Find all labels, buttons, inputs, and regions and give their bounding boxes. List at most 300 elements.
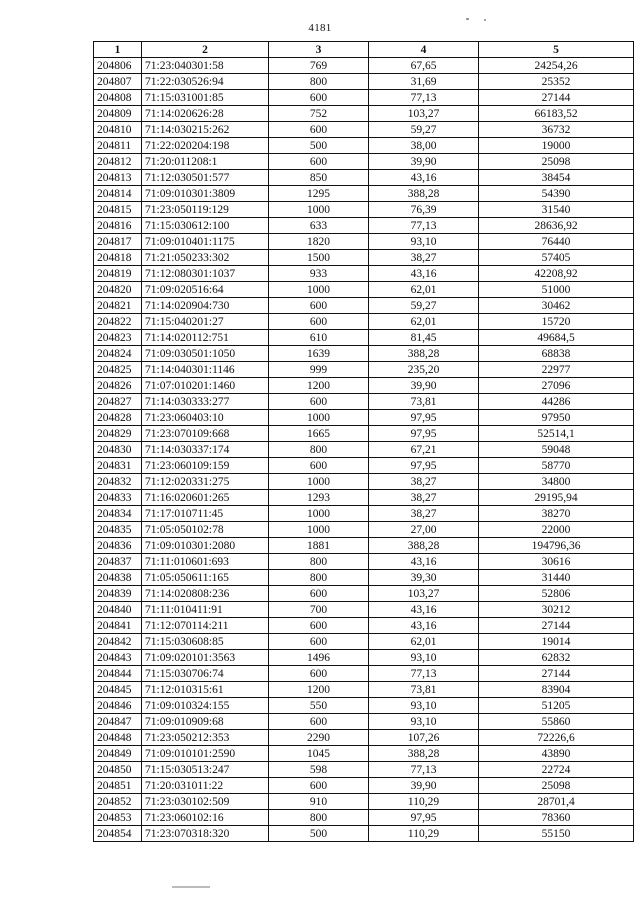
cell-amount: 22724 [479, 762, 634, 778]
cell-rate: 38,27 [369, 250, 479, 266]
cell-area: 800 [269, 554, 369, 570]
cell-cadastral-number: 71:14:030337:174 [142, 442, 269, 458]
cell-rate: 77,13 [369, 666, 479, 682]
cell-cadastral-number: 71:05:050611:165 [142, 570, 269, 586]
cell-record-number: 204817 [94, 234, 142, 250]
cell-amount: 27096 [479, 378, 634, 394]
cell-cadastral-number: 71:23:030102:509 [142, 794, 269, 810]
cell-amount: 52806 [479, 586, 634, 602]
cell-cadastral-number: 71:05:050102:78 [142, 522, 269, 538]
cell-rate: 77,13 [369, 762, 479, 778]
cell-area: 1295 [269, 186, 369, 202]
cell-record-number: 204821 [94, 298, 142, 314]
cell-rate: 59,27 [369, 298, 479, 314]
cell-amount: 34800 [479, 474, 634, 490]
cell-rate: 38,27 [369, 474, 479, 490]
cell-record-number: 204854 [94, 826, 142, 842]
cell-record-number: 204806 [94, 58, 142, 74]
cell-area: 1500 [269, 250, 369, 266]
table-row [94, 202, 634, 218]
cell-cadastral-number: 71:23:050212:353 [142, 730, 269, 746]
cell-record-number: 204818 [94, 250, 142, 266]
cell-rate: 235,20 [369, 362, 479, 378]
cell-amount: 22977 [479, 362, 634, 378]
cell-cadastral-number: 71:09:010301:2080 [142, 538, 269, 554]
cell-rate: 62,01 [369, 314, 479, 330]
cell-amount: 52514,1 [479, 426, 634, 442]
table-row [94, 634, 634, 650]
table-row [94, 602, 634, 618]
cell-area: 800 [269, 810, 369, 826]
cell-area: 1639 [269, 346, 369, 362]
cell-cadastral-number: 71:12:020331:275 [142, 474, 269, 490]
cell-record-number: 204820 [94, 282, 142, 298]
column-header-5: 5 [479, 42, 634, 58]
cell-rate: 43,16 [369, 266, 479, 282]
cell-cadastral-number: 71:14:040301:1146 [142, 362, 269, 378]
cell-rate: 31,69 [369, 74, 479, 90]
table-row [94, 778, 634, 794]
cell-area: 1200 [269, 682, 369, 698]
column-header-1: 1 [94, 42, 142, 58]
cell-area: 999 [269, 362, 369, 378]
cell-amount: 27144 [479, 90, 634, 106]
table-row [94, 570, 634, 586]
cell-record-number: 204838 [94, 570, 142, 586]
cell-cadastral-number: 71:12:070114:211 [142, 618, 269, 634]
cell-cadastral-number: 71:15:031001:85 [142, 90, 269, 106]
cell-amount: 62832 [479, 650, 634, 666]
cell-area: 1881 [269, 538, 369, 554]
cell-record-number: 204852 [94, 794, 142, 810]
column-header-3: 3 [269, 42, 369, 58]
scan-smudge [172, 886, 210, 888]
cell-rate: 43,16 [369, 554, 479, 570]
table-row [94, 682, 634, 698]
cell-rate: 39,90 [369, 778, 479, 794]
column-header-2: 2 [142, 42, 269, 58]
cell-cadastral-number: 71:11:010411:91 [142, 602, 269, 618]
cell-cadastral-number: 71:11:010601:693 [142, 554, 269, 570]
cell-cadastral-number: 71:20:031011:22 [142, 778, 269, 794]
cell-area: 850 [269, 170, 369, 186]
cell-cadastral-number: 71:20:011208:1 [142, 154, 269, 170]
cell-cadastral-number: 71:22:030526:94 [142, 74, 269, 90]
cell-area: 598 [269, 762, 369, 778]
cell-area: 800 [269, 74, 369, 90]
cell-cadastral-number: 71:14:020112:751 [142, 330, 269, 346]
cell-rate: 76,39 [369, 202, 479, 218]
table-row [94, 314, 634, 330]
cell-rate: 97,95 [369, 426, 479, 442]
cell-area: 600 [269, 154, 369, 170]
table-row [94, 522, 634, 538]
cell-record-number: 204849 [94, 746, 142, 762]
cell-record-number: 204826 [94, 378, 142, 394]
table-row [94, 346, 634, 362]
cell-amount: 54390 [479, 186, 634, 202]
cell-rate: 73,81 [369, 682, 479, 698]
cell-amount: 25098 [479, 154, 634, 170]
cell-area: 600 [269, 586, 369, 602]
table-row [94, 250, 634, 266]
cell-rate: 67,21 [369, 442, 479, 458]
cell-record-number: 204825 [94, 362, 142, 378]
cell-amount: 51000 [479, 282, 634, 298]
cell-cadastral-number: 71:22:020204:198 [142, 138, 269, 154]
table-row [94, 218, 634, 234]
cell-rate: 93,10 [369, 714, 479, 730]
scan-speck [466, 18, 469, 20]
cell-amount: 194796,36 [479, 538, 634, 554]
cell-rate: 39,90 [369, 154, 479, 170]
cell-record-number: 204829 [94, 426, 142, 442]
cell-amount: 76440 [479, 234, 634, 250]
cell-record-number: 204840 [94, 602, 142, 618]
table-row [94, 442, 634, 458]
cell-cadastral-number: 71:15:030612:100 [142, 218, 269, 234]
cell-record-number: 204809 [94, 106, 142, 122]
table-row [94, 186, 634, 202]
cell-amount: 55150 [479, 826, 634, 842]
cell-amount: 27144 [479, 618, 634, 634]
table-row [94, 730, 634, 746]
cell-cadastral-number: 71:14:020626:28 [142, 106, 269, 122]
cell-record-number: 204832 [94, 474, 142, 490]
cell-amount: 30462 [479, 298, 634, 314]
cell-area: 600 [269, 634, 369, 650]
cell-area: 633 [269, 218, 369, 234]
cell-record-number: 204807 [94, 74, 142, 90]
table-row [94, 794, 634, 810]
cell-cadastral-number: 71:17:010711:45 [142, 506, 269, 522]
cell-rate: 388,28 [369, 538, 479, 554]
cell-cadastral-number: 71:23:070318:320 [142, 826, 269, 842]
table-row [94, 698, 634, 714]
cell-amount: 30212 [479, 602, 634, 618]
cell-amount: 51205 [479, 698, 634, 714]
cell-area: 600 [269, 778, 369, 794]
cell-record-number: 204844 [94, 666, 142, 682]
cell-amount: 25352 [479, 74, 634, 90]
column-header-4: 4 [369, 42, 479, 58]
cell-area: 933 [269, 266, 369, 282]
table-row [94, 266, 634, 282]
table-row [94, 90, 634, 106]
cell-area: 600 [269, 298, 369, 314]
cell-amount: 43890 [479, 746, 634, 762]
table-row [94, 330, 634, 346]
table-row [94, 538, 634, 554]
cell-record-number: 204812 [94, 154, 142, 170]
table-row [94, 234, 634, 250]
cell-record-number: 204847 [94, 714, 142, 730]
cell-rate: 62,01 [369, 282, 479, 298]
cell-cadastral-number: 71:15:030706:74 [142, 666, 269, 682]
cell-cadastral-number: 71:12:080301:1037 [142, 266, 269, 282]
cell-rate: 81,45 [369, 330, 479, 346]
cell-amount: 59048 [479, 442, 634, 458]
cell-record-number: 204839 [94, 586, 142, 602]
cell-record-number: 204851 [94, 778, 142, 794]
table-row [94, 58, 634, 74]
cell-area: 1000 [269, 202, 369, 218]
cell-record-number: 204837 [94, 554, 142, 570]
table-row [94, 74, 634, 90]
cell-record-number: 204816 [94, 218, 142, 234]
cell-rate: 97,95 [369, 458, 479, 474]
cell-area: 1000 [269, 282, 369, 298]
table-row [94, 650, 634, 666]
cell-rate: 97,95 [369, 810, 479, 826]
cell-cadastral-number: 71:09:020101:3563 [142, 650, 269, 666]
cell-area: 800 [269, 442, 369, 458]
cell-amount: 66183,52 [479, 106, 634, 122]
table-row [94, 586, 634, 602]
cell-cadastral-number: 71:23:060109:159 [142, 458, 269, 474]
cell-record-number: 204815 [94, 202, 142, 218]
cell-cadastral-number: 71:16:020601:265 [142, 490, 269, 506]
cell-amount: 25098 [479, 778, 634, 794]
table-row [94, 138, 634, 154]
cell-area: 1000 [269, 410, 369, 426]
page-number: 4181 [308, 22, 332, 34]
table-row [94, 714, 634, 730]
cell-record-number: 204836 [94, 538, 142, 554]
cell-area: 1200 [269, 378, 369, 394]
cell-area: 600 [269, 714, 369, 730]
cell-record-number: 204813 [94, 170, 142, 186]
cell-record-number: 204845 [94, 682, 142, 698]
table-row [94, 458, 634, 474]
cell-record-number: 204824 [94, 346, 142, 362]
cell-amount: 27144 [479, 666, 634, 682]
cell-amount: 31540 [479, 202, 634, 218]
cell-record-number: 204808 [94, 90, 142, 106]
cell-area: 1000 [269, 474, 369, 490]
cell-area: 600 [269, 458, 369, 474]
cell-record-number: 204810 [94, 122, 142, 138]
cell-rate: 38,27 [369, 506, 479, 522]
cell-cadastral-number: 71:14:020808:236 [142, 586, 269, 602]
table-row [94, 426, 634, 442]
table-row [94, 762, 634, 778]
cell-record-number: 204843 [94, 650, 142, 666]
cell-record-number: 204853 [94, 810, 142, 826]
cell-rate: 39,90 [369, 378, 479, 394]
cell-cadastral-number: 71:09:010101:2590 [142, 746, 269, 762]
table-row [94, 122, 634, 138]
cell-area: 1820 [269, 234, 369, 250]
cell-area: 700 [269, 602, 369, 618]
cell-amount: 31440 [479, 570, 634, 586]
cell-area: 600 [269, 314, 369, 330]
cell-record-number: 204822 [94, 314, 142, 330]
cell-cadastral-number: 71:23:050119:129 [142, 202, 269, 218]
registry-table [93, 41, 634, 842]
cell-record-number: 204848 [94, 730, 142, 746]
cell-amount: 36732 [479, 122, 634, 138]
table-body [94, 58, 634, 842]
cell-cadastral-number: 71:15:040201:27 [142, 314, 269, 330]
cell-cadastral-number: 71:14:030333:277 [142, 394, 269, 410]
cell-record-number: 204811 [94, 138, 142, 154]
cell-amount: 22000 [479, 522, 634, 538]
cell-amount: 30616 [479, 554, 634, 570]
cell-rate: 59,27 [369, 122, 479, 138]
table-row [94, 170, 634, 186]
cell-amount: 72226,6 [479, 730, 634, 746]
cell-rate: 103,27 [369, 586, 479, 602]
cell-cadastral-number: 71:09:020516:64 [142, 282, 269, 298]
cell-cadastral-number: 71:23:060102:16 [142, 810, 269, 826]
cell-amount: 55860 [479, 714, 634, 730]
cell-area: 500 [269, 138, 369, 154]
cell-rate: 73,81 [369, 394, 479, 410]
cell-rate: 43,16 [369, 618, 479, 634]
cell-cadastral-number: 71:12:010315:61 [142, 682, 269, 698]
cell-area: 1496 [269, 650, 369, 666]
table-row [94, 618, 634, 634]
cell-amount: 29195,94 [479, 490, 634, 506]
cell-area: 600 [269, 394, 369, 410]
table-row [94, 394, 634, 410]
cell-record-number: 204830 [94, 442, 142, 458]
cell-cadastral-number: 71:15:030608:85 [142, 634, 269, 650]
cell-cadastral-number: 71:23:070109:668 [142, 426, 269, 442]
cell-rate: 93,10 [369, 234, 479, 250]
cell-amount: 28636,92 [479, 218, 634, 234]
cell-cadastral-number: 71:23:040301:58 [142, 58, 269, 74]
cell-amount: 58770 [479, 458, 634, 474]
cell-rate: 107,26 [369, 730, 479, 746]
cell-area: 600 [269, 90, 369, 106]
cell-amount: 15720 [479, 314, 634, 330]
cell-rate: 38,27 [369, 490, 479, 506]
cell-record-number: 204828 [94, 410, 142, 426]
table-row [94, 106, 634, 122]
cell-rate: 93,10 [369, 698, 479, 714]
cell-amount: 19014 [479, 634, 634, 650]
cell-cadastral-number: 71:23:060403:10 [142, 410, 269, 426]
cell-rate: 93,10 [369, 650, 479, 666]
table-row [94, 810, 634, 826]
cell-cadastral-number: 71:07:010201:1460 [142, 378, 269, 394]
cell-cadastral-number: 71:14:020904:730 [142, 298, 269, 314]
cell-area: 2290 [269, 730, 369, 746]
cell-rate: 38,00 [369, 138, 479, 154]
scan-speck [484, 19, 486, 21]
table-row [94, 154, 634, 170]
cell-cadastral-number: 71:14:030215:262 [142, 122, 269, 138]
cell-rate: 103,27 [369, 106, 479, 122]
cell-rate: 43,16 [369, 170, 479, 186]
table-row [94, 554, 634, 570]
cell-amount: 78360 [479, 810, 634, 826]
table-row [94, 362, 634, 378]
cell-area: 1000 [269, 506, 369, 522]
cell-rate: 110,29 [369, 794, 479, 810]
cell-cadastral-number: 71:09:030501:1050 [142, 346, 269, 362]
cell-rate: 62,01 [369, 634, 479, 650]
cell-record-number: 204831 [94, 458, 142, 474]
cell-amount: 83904 [479, 682, 634, 698]
table-row [94, 298, 634, 314]
cell-rate: 110,29 [369, 826, 479, 842]
cell-rate: 77,13 [369, 218, 479, 234]
cell-area: 600 [269, 122, 369, 138]
header-row [94, 42, 634, 58]
cell-area: 550 [269, 698, 369, 714]
cell-cadastral-number: 71:09:010401:1175 [142, 234, 269, 250]
cell-cadastral-number: 71:21:050233:302 [142, 250, 269, 266]
cell-rate: 67,65 [369, 58, 479, 74]
cell-rate: 388,28 [369, 346, 479, 362]
cell-rate: 388,28 [369, 746, 479, 762]
cell-cadastral-number: 71:09:010324:155 [142, 698, 269, 714]
cell-record-number: 204846 [94, 698, 142, 714]
cell-area: 500 [269, 826, 369, 842]
cell-amount: 24254,26 [479, 58, 634, 74]
cell-area: 910 [269, 794, 369, 810]
cell-area: 752 [269, 106, 369, 122]
cell-amount: 97950 [479, 410, 634, 426]
cell-cadastral-number: 71:09:010301:3809 [142, 186, 269, 202]
cell-amount: 28701,4 [479, 794, 634, 810]
cell-record-number: 204823 [94, 330, 142, 346]
cell-cadastral-number: 71:12:030501:577 [142, 170, 269, 186]
cell-amount: 19000 [479, 138, 634, 154]
cell-record-number: 204833 [94, 490, 142, 506]
cell-area: 600 [269, 666, 369, 682]
cell-amount: 44286 [479, 394, 634, 410]
cell-rate: 43,16 [369, 602, 479, 618]
cell-area: 1293 [269, 490, 369, 506]
cell-record-number: 204834 [94, 506, 142, 522]
cell-record-number: 204842 [94, 634, 142, 650]
cell-amount: 57405 [479, 250, 634, 266]
cell-rate: 39,30 [369, 570, 479, 586]
table-row [94, 826, 634, 842]
cell-amount: 68838 [479, 346, 634, 362]
cell-amount: 38454 [479, 170, 634, 186]
table-row [94, 490, 634, 506]
cell-amount: 49684,5 [479, 330, 634, 346]
cell-area: 800 [269, 570, 369, 586]
cell-cadastral-number: 71:09:010909:68 [142, 714, 269, 730]
cell-rate: 27,00 [369, 522, 479, 538]
cell-area: 769 [269, 58, 369, 74]
cell-rate: 77,13 [369, 90, 479, 106]
cell-area: 1665 [269, 426, 369, 442]
cell-rate: 97,95 [369, 410, 479, 426]
cell-area: 610 [269, 330, 369, 346]
cell-cadastral-number: 71:15:030513:247 [142, 762, 269, 778]
table-row [94, 410, 634, 426]
table-row [94, 282, 634, 298]
cell-amount: 42208,92 [479, 266, 634, 282]
cell-record-number: 204819 [94, 266, 142, 282]
cell-record-number: 204850 [94, 762, 142, 778]
table-row [94, 378, 634, 394]
cell-rate: 388,28 [369, 186, 479, 202]
cell-area: 1000 [269, 522, 369, 538]
cell-record-number: 204814 [94, 186, 142, 202]
cell-amount: 38270 [479, 506, 634, 522]
table-row [94, 746, 634, 762]
cell-area: 600 [269, 618, 369, 634]
table-row [94, 506, 634, 522]
